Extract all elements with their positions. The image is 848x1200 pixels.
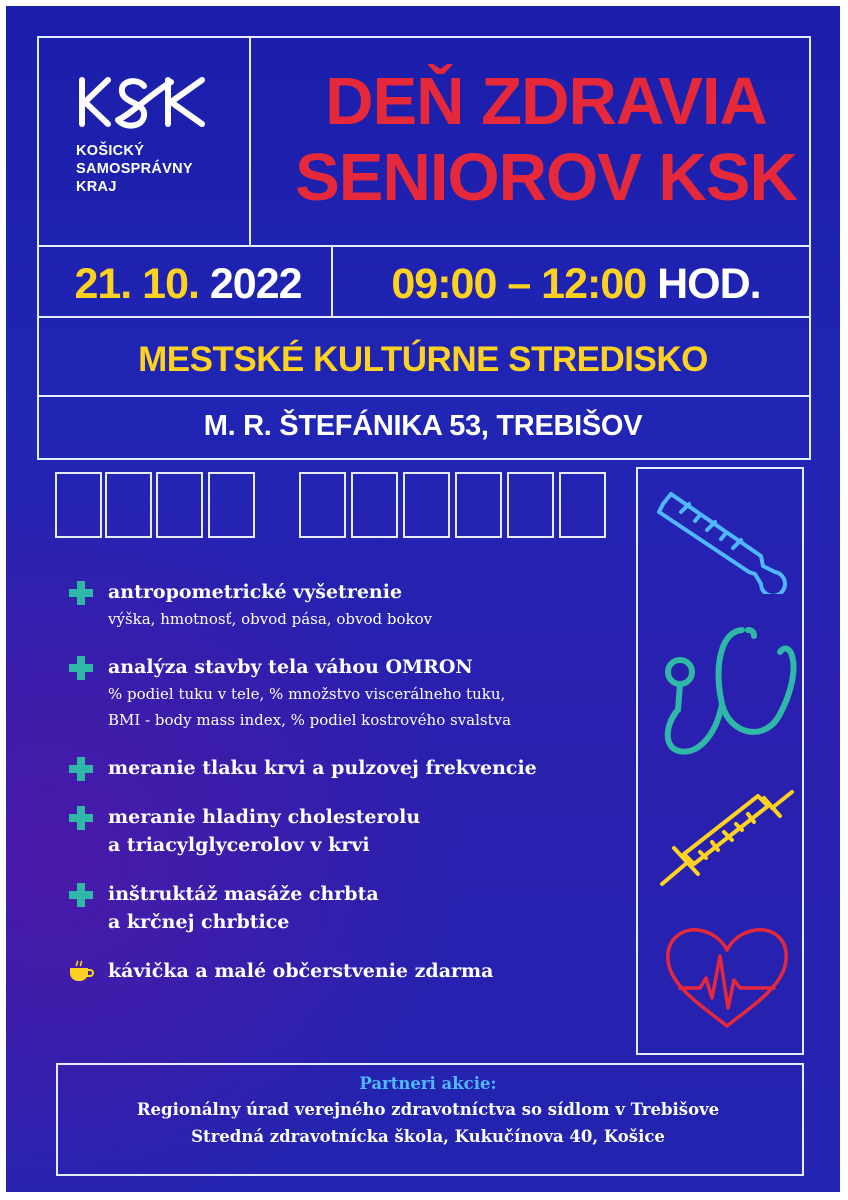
header-divider-vertical: [249, 36, 251, 246]
plus-icon: [68, 805, 94, 831]
event-title: [256, 64, 836, 216]
service-title: meranie tlaku krvi a pulzovej frekvencie: [108, 757, 537, 779]
service-title-cont: a triacylglycerolov v krvi: [108, 834, 370, 856]
blank-box: [351, 472, 398, 538]
blank-box: [208, 472, 255, 538]
plus-icon: [68, 882, 94, 908]
heart-pulse-icon: [662, 924, 792, 1034]
blank-box: [455, 472, 502, 538]
service-item: [68, 754, 648, 782]
blank-box: [299, 472, 346, 538]
thermometer-icon: [651, 484, 801, 594]
service-detail: výška, hmotnosť, obvod pása, obvod bokov: [108, 610, 433, 628]
service-detail: BMI - body mass index, % podiel kostrového svalstva: [108, 711, 512, 729]
ksk-logo: [76, 74, 246, 196]
blank-box: [55, 472, 102, 538]
service-title-cont: a krčnej chrbtice: [108, 911, 290, 933]
service-title: meranie hladiny cholesterolu: [108, 806, 421, 828]
partner-2: Stredná zdravotnícka škola, Kukučínova 40, Košice: [191, 1127, 665, 1146]
event-title-line2: SENIOROV KSK: [295, 140, 797, 215]
header-divider-h3: [37, 395, 811, 397]
header-divider-h1: [37, 245, 811, 247]
event-date: [43, 260, 333, 309]
logo-text-line1: KOŠICKÝ: [76, 143, 145, 159]
service-item: [68, 803, 648, 859]
service-item: [68, 653, 648, 733]
event-time-range: 09:00 – 12:00: [391, 260, 647, 308]
plus-icon: [68, 655, 94, 681]
partner-1: Regionálny úrad verejného zdravotníctva so sídlom v Trebišove: [136, 1100, 720, 1119]
service-item: [68, 957, 648, 985]
plus-icon: [68, 580, 94, 606]
event-time-suffix: HOD.: [657, 260, 761, 308]
stethoscope-icon: [656, 618, 806, 768]
event-venue: MESTSKÉ KULTÚRNE STREDISKO: [138, 340, 708, 379]
blank-box: [403, 472, 450, 538]
blank-box: [507, 472, 554, 538]
coffee-cup-icon: [68, 959, 94, 985]
services-list: [68, 578, 648, 1006]
event-date-year: 2022: [209, 260, 302, 308]
service-title: inštruktáž masáže chrbta: [108, 883, 379, 905]
service-detail: % podiel tuku v tele, % množstvo viscerálneho tuku,: [108, 685, 506, 703]
service-item: [68, 880, 648, 936]
service-title: antropometrické vyšetrenie: [108, 581, 403, 603]
syringe-icon: [654, 784, 804, 894]
logo-text-line3: KRAJ: [76, 179, 117, 195]
service-item: [68, 578, 648, 632]
event-date-daymonth: 21. 10.: [74, 260, 199, 308]
event-time: [341, 260, 811, 309]
partners-section: [56, 1072, 800, 1150]
header-divider-h2: [37, 316, 811, 318]
poster: [6, 6, 840, 1192]
logo-text-line2: SAMOSPRÁVNY: [76, 161, 193, 177]
event-title-line1: DEŇ ZDRAVIA: [325, 64, 767, 139]
blank-box: [156, 472, 203, 538]
blank-box: [105, 472, 152, 538]
partners-heading: Partneri akcie:: [359, 1074, 497, 1093]
service-title: kávička a malé občerstvenie zdarma: [108, 960, 494, 982]
ksk-logo-mark: [76, 74, 216, 134]
event-address: M. R. ŠTEFÁNIKA 53, TREBIŠOV: [203, 410, 643, 442]
blank-box: [559, 472, 606, 538]
service-title: analýza stavby tela váhou OMRON: [108, 656, 473, 678]
plus-icon: [68, 756, 94, 782]
